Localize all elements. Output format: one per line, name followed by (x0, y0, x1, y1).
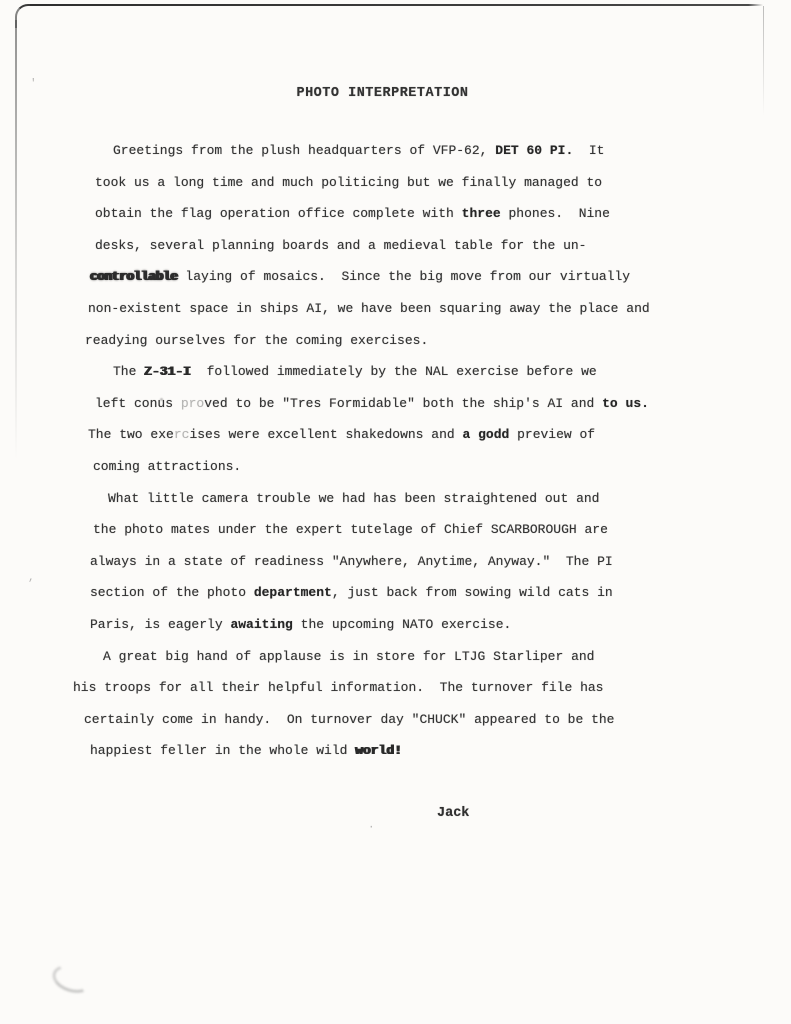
text-run: The (113, 364, 145, 380)
text-run: department (253, 585, 332, 601)
text-run: awaiting (230, 616, 293, 632)
text-line (95, 167, 791, 199)
text-run: the upcoming NATO exercise. (292, 616, 512, 632)
text-run: followed immediately by the NAL exercise before we (191, 364, 597, 380)
text-line (95, 198, 791, 230)
text-run: ises were excellent shakedowns and (189, 427, 463, 443)
text-run: controllable (90, 269, 178, 285)
text-run: ved to be "Tres Formidable" both the ship's AI and (204, 395, 603, 411)
page-title: PHOTO INTERPRETATION (296, 86, 469, 101)
text-run: desks, several planning boards and a medieval table for the un- (95, 237, 587, 253)
text-line (95, 230, 791, 262)
text-line (113, 135, 791, 167)
text-run: DET 60 PI. (495, 143, 574, 158)
signature: Jack (437, 806, 470, 821)
text-line (88, 419, 791, 451)
text-run: took us a long time and much politicing but we finally managed to (95, 174, 603, 190)
text-run: certainly come in handy. On turnover day "CHUCK" appeared to be the (84, 711, 615, 727)
text-run: pro (180, 395, 205, 411)
text-run: phones. Nine (500, 206, 610, 222)
ink-speck: · (368, 822, 375, 834)
text-line (90, 546, 791, 578)
text-line (88, 293, 791, 325)
text-run: the photo mates under the expert tutelage of Chief SCARBOROUGH are (93, 522, 608, 538)
text-line (108, 483, 791, 515)
pencil-smudge (49, 960, 95, 997)
text-line (85, 325, 791, 357)
text-run: A great big hand of applause is in store for LTJG Starliper and (103, 648, 595, 664)
text-run: readying ourselves for the coming exercises. (85, 332, 429, 348)
text-line (84, 704, 791, 736)
text-run: Greetings from the plush headquarters of VFP-62, (113, 143, 496, 158)
text-line (93, 514, 791, 546)
text-run: a godd (462, 427, 510, 443)
text-run: laying of mosaics. Since the big move from our virtually (177, 269, 631, 285)
text-run: obtain the flag operation office complete with (95, 206, 462, 222)
text-line (93, 451, 791, 483)
text-run: It (573, 143, 605, 158)
text-run: , just back from sowing wild cats in (331, 585, 613, 601)
text-run: world! (355, 743, 403, 759)
text-run: What little camera trouble we had has been straightened out and (108, 490, 600, 506)
text-run: rc (173, 427, 190, 443)
text-run: always in a state of readiness "Anywhere, Anytime, Anyway." The PI (90, 553, 613, 569)
page-edge-corner (15, 4, 39, 28)
text-line (90, 261, 791, 293)
text-run: left conus (95, 395, 181, 411)
text-run: coming attractions. (93, 458, 242, 474)
document-body (0, 135, 791, 767)
text-run: Z-31-I (144, 364, 192, 380)
text-run: Paris, is eagerly (90, 616, 231, 632)
text-line (90, 735, 791, 767)
text-run: happiest feller in the whole wild (90, 743, 356, 759)
ink-speck: ' (30, 78, 37, 90)
text-run: to us. (602, 395, 649, 411)
ink-speck: , (28, 572, 35, 584)
text-line (73, 672, 791, 704)
text-run: section of the photo (90, 585, 254, 601)
text-run: non-existent space in ships AI, we have been squaring away the place and (88, 300, 650, 316)
text-run: his troops for all their helpful information. The turnover file has (73, 680, 604, 696)
text-line (90, 609, 791, 641)
text-line (90, 577, 791, 609)
text-line (95, 388, 791, 420)
text-line (113, 356, 791, 388)
text-run: preview of (509, 427, 596, 443)
text-run: three (461, 206, 501, 222)
text-run: The two exe (88, 427, 174, 443)
text-line (103, 641, 791, 673)
page-edge-top-line (30, 4, 763, 6)
